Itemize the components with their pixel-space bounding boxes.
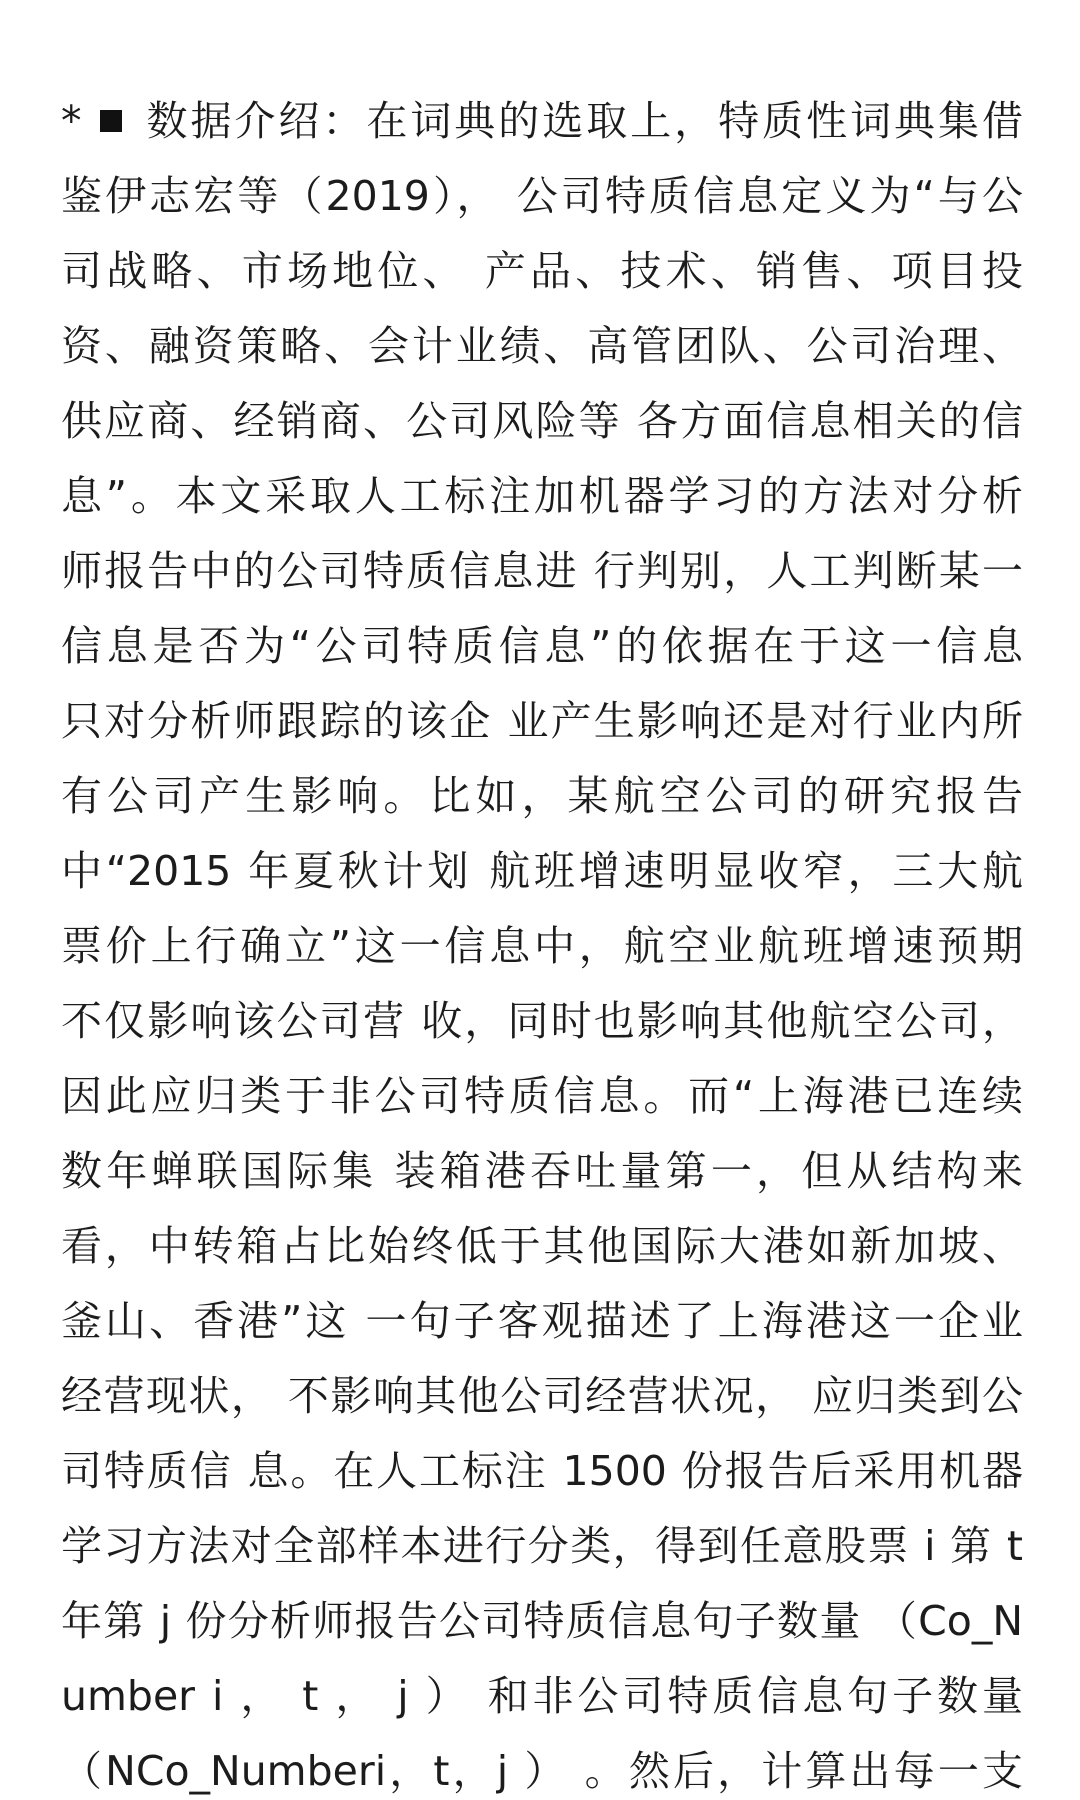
text-line-2: 鉴伊志宏等（2019）， 公司特质信息定义为“与公 — [61, 172, 1023, 220]
text-line-18: 经营现状， 不影响其他公司经营状况， 应归类到公 — [61, 1372, 1023, 1420]
text-line-16: 看，中转箱占比始终低于其他国际大港如新加坡、 — [61, 1222, 1023, 1270]
text-line-10: 有公司产生影响。比如，某航空公司的研究报告 — [61, 772, 1023, 820]
text-line-20: 学习方法对全部样本进行分类，得到任意股票 i 第 t — [61, 1522, 1023, 1570]
text-line-19: 司特质信 息。在人工标注 1500 份报告后采用机器 — [61, 1447, 1023, 1495]
text-line-21: 年第 j 份分析师报告公司特质信息句子数量 （Co_N — [61, 1597, 1023, 1645]
text-line-13: 不仅影响该公司营 收，同时也影响其他航空公司， — [61, 997, 1023, 1045]
text-line-6: 息”。本文采取人工标注加机器学习的方法对分析 — [61, 472, 1023, 520]
text-line-9: 只对分析师跟踪的该企 业产生影响还是对行业内所 — [61, 697, 1023, 745]
text-line-17: 釜山、香港”这 一句子客观描述了上海港这一企业 — [61, 1297, 1023, 1345]
text-line-8: 信息是否为“公司特质信息”的依据在于这一信息 — [61, 622, 1023, 670]
text-line-3: 司战略、市场地位、 产品、技术、销售、项目投 — [61, 247, 1023, 295]
text-line-5: 供应商、经销商、公司风险等 各方面信息相关的信 — [61, 397, 1023, 445]
text-line-7: 师报告中的公司特质信息进 行判别，人工判断某一 — [61, 547, 1023, 595]
asterisk-marker: * — [61, 97, 82, 145]
text-line-1 — [61, 84, 1023, 159]
text-line-4: 资、融资策略、会计业绩、高管团队、公司治理、 — [61, 322, 1023, 370]
text-line-22: umber i ， t ， j ） 和非公司特质信息句子数量 — [61, 1672, 1023, 1720]
text-line-14: 因此应归类于非公司特质信息。而“上海港已连续 — [61, 1072, 1023, 1120]
text-line-23: （NCo_Numberi，t，j ） 。然后，计算出每一支 — [61, 1747, 1023, 1795]
black-square-bullet-icon — [100, 110, 122, 132]
text-line-11: 中“2015 年夏秋计划 航班增速明显收窄，三大航 — [61, 847, 1023, 895]
text-line-15: 数年蝉联国际集 装箱港吞吐量第一，但从结构来 — [61, 1147, 1023, 1195]
article-paragraph — [61, 84, 1023, 1800]
line-text: 数据介绍：在词典的选取上，特质性词典集借 — [143, 97, 1023, 145]
text-line-12: 票价上行确立”这一信息中，航空业航班增速预期 — [61, 922, 1023, 970]
